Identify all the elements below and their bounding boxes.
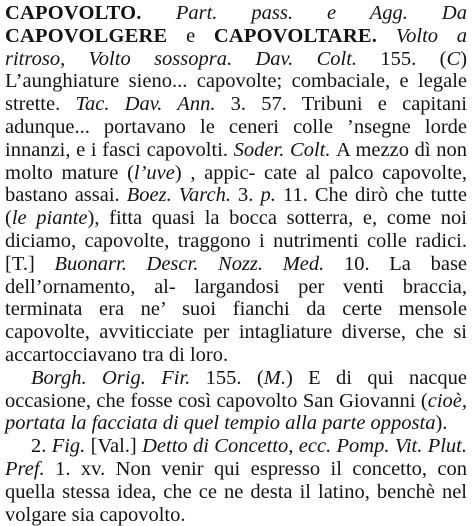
gloss: le piante [11, 207, 88, 230]
dictionary-entry [5, 2, 467, 526]
citation-mark: M. [263, 366, 286, 389]
text-run: ( [420, 389, 428, 412]
text-run: latino, benchè nel volgare sia capovolto. [5, 480, 467, 526]
text-run: largandosi per venti braccia, terminata era ne’ suoi [5, 275, 468, 321]
sense-label: Fig. [51, 435, 91, 458]
grammar-note: Part. pass. e Agg. Da [175, 2, 467, 24]
definition: Volto a ritroso, Volto sossopra. [5, 24, 467, 70]
editor-mark: [Val.] [90, 435, 143, 458]
entry-paragraph-sense-2 [5, 435, 467, 526]
citation-source: Boez. Varch. [126, 184, 231, 207]
text-run: ) L’aunghiature sieno... capovolte; [5, 47, 468, 93]
text-run: 155. ( [205, 366, 264, 389]
gloss: opposta [370, 412, 436, 435]
citation-source: Vit. Plut. Pref. [5, 435, 467, 480]
text-run: 155. ( [380, 47, 447, 70]
gloss: cioè, portata la facciata di quel tempio alla parte [5, 389, 467, 435]
text-run: 10. La base dell’ornamento, al- [5, 252, 468, 298]
citation-source: Soder. [233, 138, 285, 161]
text-run: 3. 57. [230, 93, 287, 116]
citation-source: p. [260, 184, 283, 207]
gloss: l’uve [133, 161, 175, 184]
entry-paragraph-borghini [5, 367, 467, 435]
text-run: Tribuni e capitani adunque... portavano le ceneri [5, 93, 467, 138]
text-run: cate al palco capovolte, bastano assai. [5, 161, 467, 207]
sense-number: 2. [31, 435, 52, 458]
citation-source: Borgh. Orig. Fir. [31, 366, 206, 389]
cross-ref-capovoltare: CAPOVOLTARE. [213, 24, 396, 47]
text-run: traggono i nutrimenti colle radici. [T.] [5, 229, 467, 275]
citation-source: Buonarr. [54, 252, 127, 275]
cross-ref-capovolgere: CAPOVOLGERE [5, 24, 168, 47]
text-run: ). [435, 412, 448, 435]
text-run: occasione, che fosse così capovolto San Giovanni [5, 389, 416, 412]
citation-mark: C [446, 47, 461, 70]
citation-source: Colt. [290, 138, 337, 161]
definition: Detto di Concetto, ecc. Pomp. [142, 435, 390, 458]
text-run: e [186, 24, 214, 47]
text-run: combaciale, e legale strette. [5, 70, 467, 116]
headword: CAPOVOLTO. [5, 2, 176, 24]
text-run: colle ’nsegne lorde innanzi, e i fasci capovolti. [5, 115, 467, 161]
text-run: 1. xv. Non venir qui espresso il [55, 457, 342, 480]
text-run: concetto, con quella stessa idea, che ce ne desta il [5, 457, 467, 503]
entry-paragraph-main [5, 2, 467, 367]
text-run: intagliature diverse, che si accartocciavano tra di [5, 321, 468, 366]
text-run: ) , appic- [174, 161, 256, 184]
text-run: ) E di qui nacque [285, 366, 468, 389]
citation-source: Descr. Nozz. Med. [146, 252, 344, 275]
text-run: 11. Che dirò che tutte ( [5, 184, 468, 230]
text-run: loro. [189, 343, 229, 366]
text-run: 3. [238, 184, 261, 207]
citation-source: Dav. Colt. [255, 47, 381, 70]
text-run: fianchi da certe mensole capovolte, avviticciate per [5, 298, 468, 344]
text-run: la bocca sotterra, e, come noi diciamo, capovolte, [5, 207, 467, 252]
text-run: A mezzo dì non molto mature ( [5, 138, 467, 184]
citation-source: Tac. Dav. Ann. [75, 93, 231, 116]
text-run: ), fitta quasi [87, 207, 196, 230]
